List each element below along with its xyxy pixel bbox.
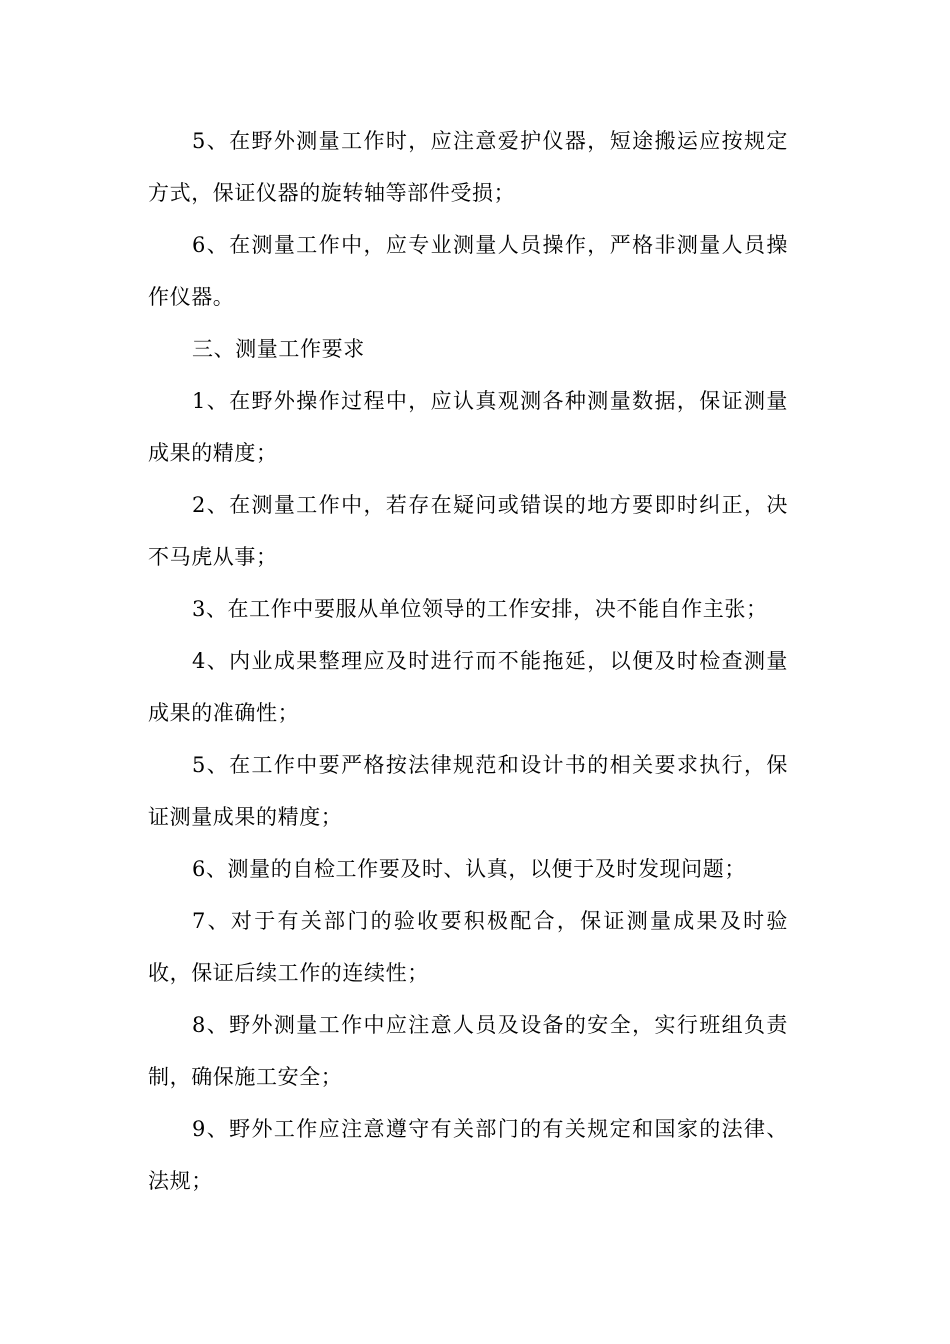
- paragraph-requirement-5: 5、在工作中要严格按法律规范和设计书的相关要求执行，保证测量成果的精度；: [148, 753, 788, 829]
- paragraph-requirement-2: 2、在测量工作中，若存在疑问或错误的地方要即时纠正，决不马虎从事；: [148, 493, 788, 569]
- paragraph-requirement-4: 4、内业成果整理应及时进行而不能拖延，以便及时检查测量成果的准确性；: [148, 649, 788, 725]
- paragraph-item-6-operator-rule: 6、在测量工作中，应专业测量人员操作，严格非测量人员操作仪器。: [148, 233, 788, 309]
- paragraph-requirement-3: 3、在工作中要服从单位领导的工作安排，决不能自作主张；: [192, 597, 768, 621]
- paragraph-requirement-6: 6、测量的自检工作要及时、认真，以便于及时发现问题；: [192, 857, 746, 881]
- paragraph-item-5-instrument-care: 5、在野外测量工作时，应注意爱护仪器，短途搬运应按规定方式，保证仪器的旋转轴等部件受损；: [148, 129, 788, 205]
- paragraph-requirement-8: 8、野外测量工作中应注意人员及设备的安全，实行班组负责制，确保施工安全；: [148, 1013, 788, 1089]
- paragraph-requirement-1: 1、在野外操作过程中，应认真观测各种测量数据，保证测量成果的精度；: [148, 389, 788, 465]
- document-body: [148, 115, 788, 1207]
- paragraph-requirement-9: 9、野外工作应注意遵守有关部门的有关规定和国家的法律、法规；: [148, 1117, 788, 1193]
- paragraph-requirement-7: 7、对于有关部门的验收要积极配合，保证测量成果及时验收，保证后续工作的连续性；: [148, 909, 788, 985]
- section-heading-requirements: 三、测量工作要求: [192, 337, 365, 361]
